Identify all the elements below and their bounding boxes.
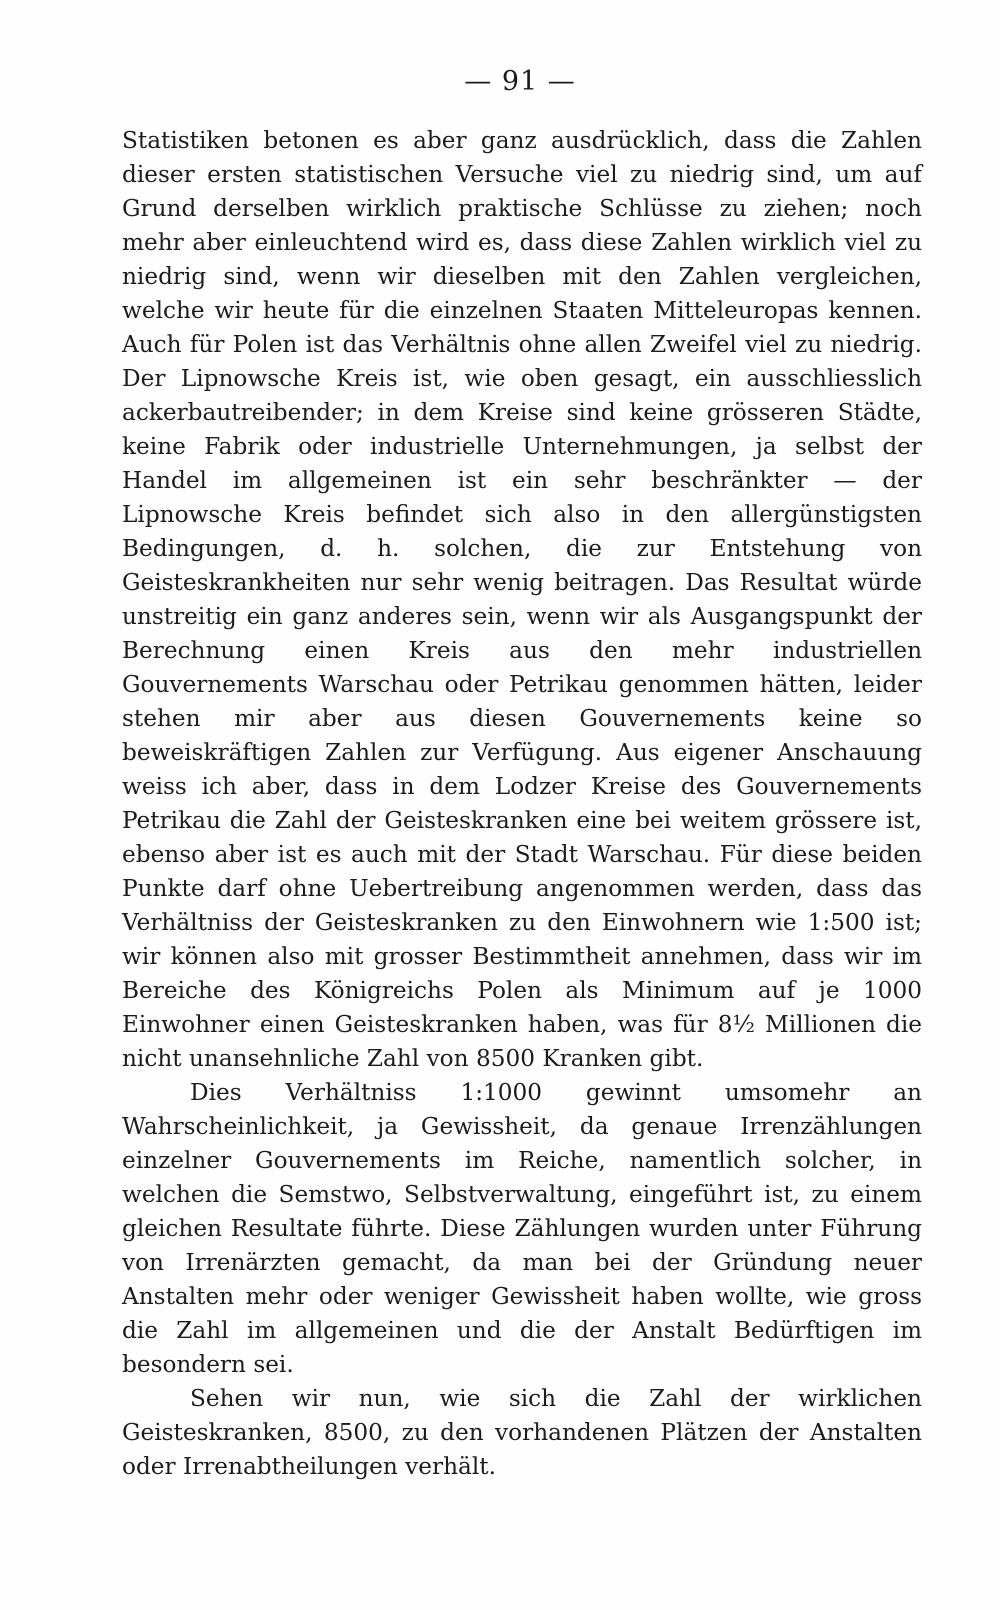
paragraph-1: Statistiken betonen es aber ganz ausdrücklich, dass die Zahlen dieser ersten statistischen Versuche viel zu niedrig sind, um auf Grund derselben wirklich praktische Schlüsse zu ziehen; noch mehr aber einleuchtend wird es, dass diese Zahlen wirklich viel zu niedrig sind, wenn wir dieselben mit den Zahlen vergleichen, welche wir heute für die einzelnen Staaten Mitteleuropas kennen. Auch für Polen ist das Verhältnis ohne allen Zweifel viel zu niedrig. Der Lipnowsche Kreis ist, wie oben gesagt, ein ausschliesslich ackerbautreibender; in dem Kreise sind keine grösseren Städte, keine Fabrik oder industrielle Unternehmungen, ja selbst der Handel im allgemeinen ist ein sehr beschränkter — der Lipnowsche Kreis befindet sich also in den allergünstigsten Bedingungen, d. h. solchen, die zur Entstehung von Geisteskrankheiten nur sehr wenig beitragen. Das Resultat würde unstreitig ein ganz anderes sein, wenn wir als Ausgangspunkt der Berechnung einen Kreis aus den mehr industriellen Gouvernements Warschau oder Petrikau genommen hätten, leider stehen mir aber aus diesen Gouvernements keine so beweiskräftigen Zahlen zur Verfügung. Aus eigener Anschauung weiss ich aber, dass in dem Lodzer Kreise des Gouvernements Petrikau die Zahl der Geisteskranken eine bei weitem grössere ist, ebenso aber ist es auch mit der Stadt Warschau. Für diese beiden Punkte darf ohne Uebertreibung angenommen werden, dass das Verhältniss der Geisteskranken zu den Einwohnern wie 1:500 ist; wir können also mit grosser Bestimmtheit annehmen, dass wir im Bereiche des Königreichs Polen als Minimum auf je 1000 Einwohner einen Geisteskranken haben, was für 8½ Millionen die nicht unansehnliche Zahl von 8500 Kranken gibt. (122, 127, 922, 1072)
paragraph-3: Sehen wir nun, wie sich die Zahl der wirklichen Geisteskranken, 8500, zu den vorhandenen Plätzen der Anstalten oder Irrenabtheilungen verhält. (122, 1385, 922, 1480)
paragraph-2: Dies Verhältniss 1:1000 gewinnt umsomehr an Wahrscheinlichkeit, ja Gewissheit, da genaue Irrenzählungen einzelner Gouvernements im Reiche, namentlich solcher, in welchen die Semstwo, Selbstverwaltung, eingeführt ist, zu einem gleichen Resultate führte. Diese Zählungen wurden unter Führung von Irrenärzten gemacht, da man bei der Gründung neuer Anstalten mehr oder weniger Gewissheit haben wollte, wie gross die Zahl im allgemeinen und die der Anstalt Bedürftigen im besondern sei. (122, 1079, 922, 1378)
page-number: — 91 — (464, 66, 576, 97)
body-text (122, 124, 922, 1484)
